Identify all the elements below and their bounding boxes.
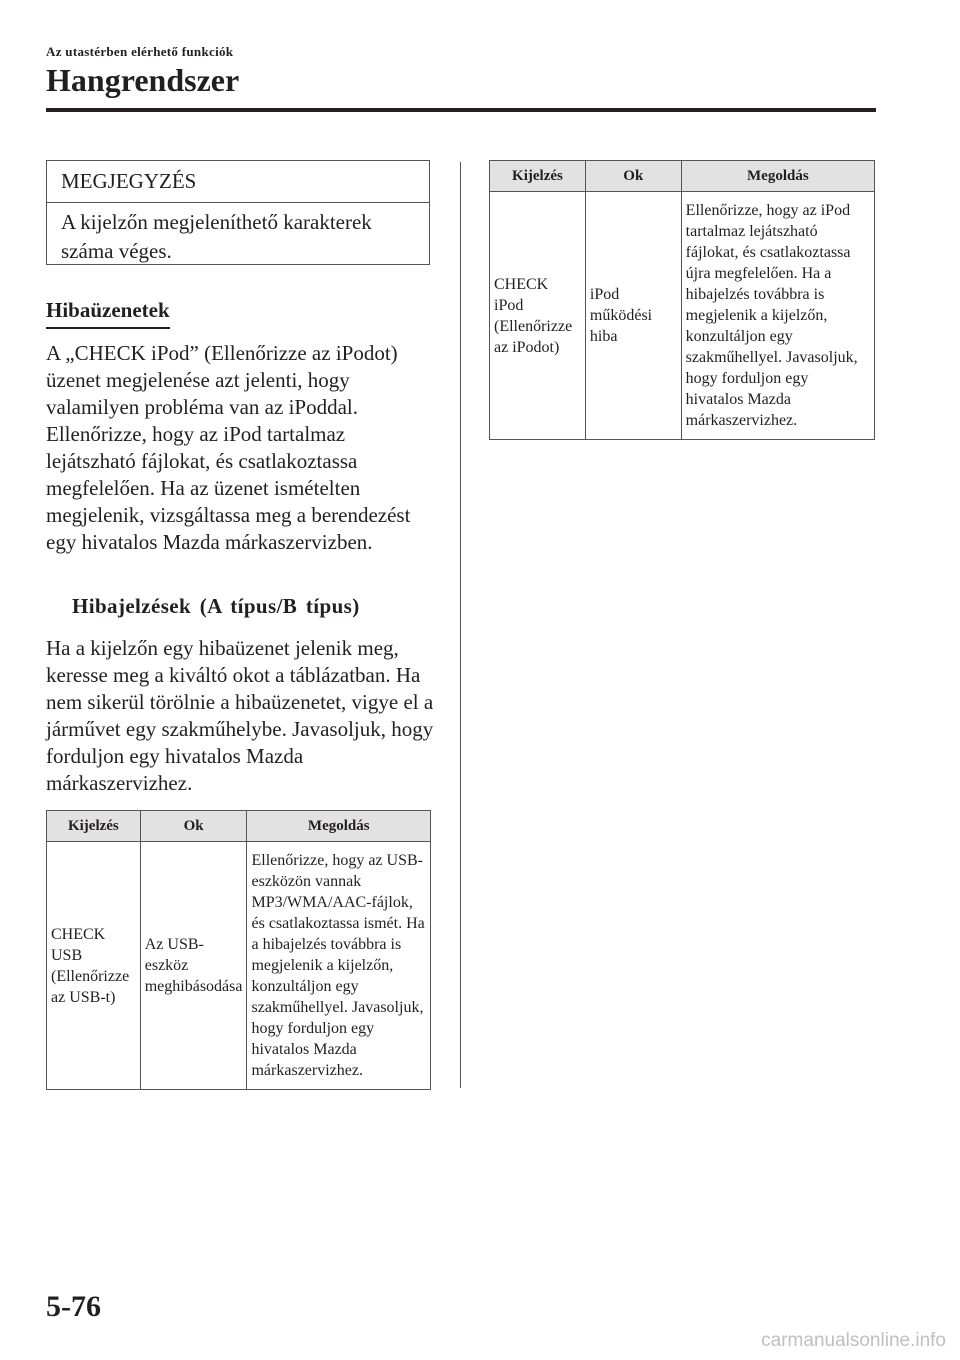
note-box <box>46 160 430 265</box>
column-divider <box>460 162 461 1088</box>
table-header-row <box>47 811 431 842</box>
watermark: carmanualsonline.info <box>761 1330 946 1351</box>
header-display: Kijelzés <box>47 811 141 842</box>
cell-solution: Ellenőrizze, hogy az iPod tartalmaz lejátszható fájlokat, és csatlakoztassa újra megfelelően. Ha a hibajelzés továbbra is megjelenik a kijelzőn, konzultáljon egy szakműhellyel. Javasoljuk, hogy forduljon egy hivatalos Mazda márkaszervizhez. <box>681 192 874 440</box>
header-display: Kijelzés <box>490 161 586 192</box>
header-solution: Megoldás <box>247 811 431 842</box>
cell-display: CHECK USB (Ellenőrizze az USB-t) <box>47 842 141 1090</box>
header-solution: Megoldás <box>681 161 874 192</box>
cell-cause: iPod működési hiba <box>585 192 681 440</box>
error-messages-heading: Hibaüzenetek <box>46 298 170 329</box>
ipod-error-table <box>489 160 875 440</box>
error-messages-paragraph: A „CHECK iPod” (Ellenőrizze az iPodot) üzenet megjelenése azt jelenti, hogy valamilyen probléma van az iPoddal. Ellenőrizze, hogy az iPod tartalmaz lejátszható fájlokat, és csatlakoztassa megfelelően. Ha az üzenet ismételten megjelenik, vizsgáltassa meg a berendezést egy hivatalos Mazda márkaszervizben. <box>46 341 411 554</box>
section-label: Az utastérben elérhető funkciók <box>46 44 234 59</box>
note-heading: MEGJEGYZÉS <box>47 161 429 203</box>
header-cause: Ok <box>140 811 247 842</box>
header-cause: Ok <box>585 161 681 192</box>
cell-solution: Ellenőrizze, hogy az USB-eszközön vannak MP3/WMA/AAC-fájlok, és csatlakoztassa ismét. Ha a hibajelzés továbbra is megjelenik a kijelzőn, konzultáljon egy szakműhellyel. Javasoljuk, hogy forduljon egy hivatalos Mazda márkaszervizhez. <box>247 842 431 1090</box>
title-rule <box>46 108 876 112</box>
cell-cause: Az USB-eszköz meghibásodása <box>140 842 247 1090</box>
note-body: A kijelzőn megjeleníthető karakterek száma véges. <box>61 210 372 263</box>
error-indications-heading: Hibajelzések (A típus/B típus) <box>72 594 360 618</box>
page-number: 5-76 <box>46 1290 101 1323</box>
table-row <box>47 842 431 1090</box>
chapter-title: Hangrendszer <box>46 62 240 98</box>
cell-display: CHECK iPod (Ellenőrizze az iPodot) <box>490 192 586 440</box>
table-header-row <box>490 161 875 192</box>
usb-error-table <box>46 810 431 1090</box>
table-row <box>490 192 875 440</box>
error-indications-paragraph: Ha a kijelzőn egy hibaüzenet jelenik meg, keresse meg a kiváltó okot a táblázatban. Ha nem sikerül törölnie a hibaüzenetet, vigye el a járművet egy szakműhelybe. Javasoljuk, hogy forduljon egy hivatalos Mazda márkaszervizhez. <box>46 636 434 795</box>
